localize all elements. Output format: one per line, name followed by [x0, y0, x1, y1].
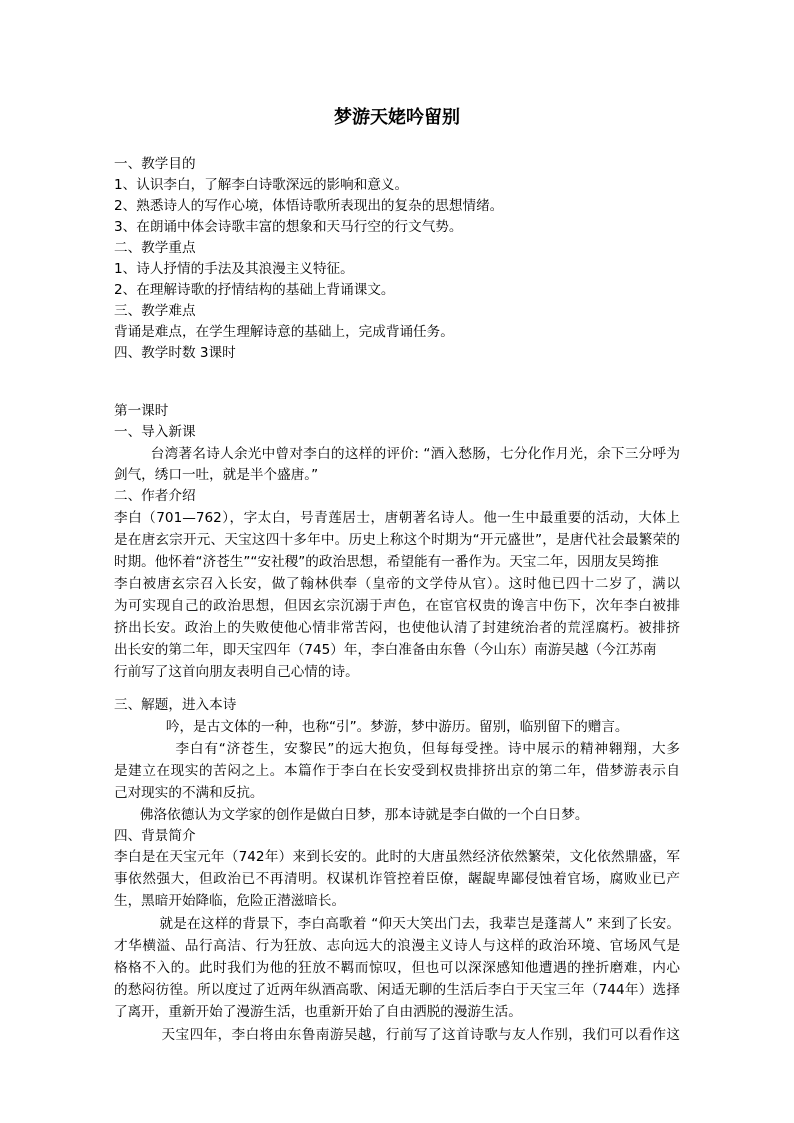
text-line: 李白有“济苍生，安黎民”的远大抱负，但每每受挫。诗中展示的精神翱翔，大多	[114, 741, 680, 757]
text-line: 就是在这样的背景下，李白高歌着 “仰天大笑出门去，我辈岂是蓬蒿人” 来到了长安。	[114, 916, 680, 932]
text-line: 佛洛依德认为文学家的创作是做白日梦，那本诗就是李白做的一个白日梦。	[114, 807, 589, 823]
text-line: 剑气，绣口一吐，就是半个盛唐。”	[114, 467, 319, 483]
text-line: 三、解题，进入本诗	[114, 697, 237, 713]
document-title: 梦游天姥吟留别	[334, 107, 460, 128]
text-line: 背诵是难点，在学生理解诗意的基础上，完成背诵任务。	[114, 324, 454, 340]
text-line: 李白被唐玄宗召入长安，做了翰林供奉（皇帝的文学侍从官）。这时他已四十二岁了，满以	[114, 576, 680, 592]
text-line: 1、认识李白，了解李白诗歌深远的影响和意义。	[114, 177, 409, 193]
text-line: 四、背景简介	[114, 828, 196, 844]
text-line: 是在唐玄宗开元、天宝这四十多年中。历史上称这个时期为“开元盛世”，是唐代社会最繁荣的	[114, 532, 680, 548]
text-line: 才华横溢、品行高洁、行为狂放、志向远大的浪漫主义诗人与这样的政治环境、官场风气是	[114, 938, 680, 954]
text-line: 2、熟悉诗人的写作心境，体悟诗歌所表现出的复杂的思想情绪。	[114, 198, 504, 214]
text-line: 二、作者介绍	[114, 488, 196, 504]
text-line: 是建立在现实的苦闷之上。本篇作于李白在长安受到权贵排挤出京的第二年，借梦游表示自	[114, 763, 680, 779]
text-line: 一、导入新课	[114, 424, 196, 440]
text-line: 吟，是古文体的一种，也称“引”。梦游，梦中游历。留别，临别留下的赠言。	[114, 719, 629, 735]
text-line: 四、教学时数 3课时	[114, 345, 236, 361]
text-line: 台湾著名诗人余光中曾对李白的这样的评价: “酒入愁肠，七分化作月光，余下三分呼为	[114, 446, 680, 462]
text-line: 二、教学重点	[114, 240, 196, 256]
text-line: 了离开，重新开始了漫游生活，也重新开始了自由洒脱的漫游生活。	[114, 1004, 522, 1020]
text-line: 1、诗人抒情的手法及其浪漫主义特征。	[114, 261, 354, 277]
text-line: 生，黑暗开始降临，危险正潜滋暗长。	[114, 893, 346, 909]
text-line: 出长安的第二年，即天宝四年（745）年，李白准备由东鲁（今山东）南游吴越（今江苏南	[114, 642, 657, 658]
text-line: 3、在朗诵中体会诗歌丰富的想象和天马行空的行文气势。	[114, 219, 463, 235]
text-line: 挤出长安。政治上的失败使他心情非常苦闷，也使他认清了封建统治者的荒淫腐朽。被排挤	[114, 620, 680, 636]
text-line: 为可实现自己的政治思想，但因玄宗沉溺于声色，在宦官权贵的谗言中伤下，次年李白被排	[114, 598, 680, 614]
text-line: 李白是在天宝元年（742年）来到长安的。此时的大唐虽然经济依然繁荣，文化依然鼎盛，军	[114, 849, 680, 865]
text-line: 天宝四年，李白将由东鲁南游吴越，行前写了这首诗歌与友人作别，我们可以看作这	[114, 1027, 680, 1043]
text-line: 事依然强大，但政治已不再清明。权谋机诈管控着臣僚，龌龊卑鄙侵蚀着官场，腐败业已产	[114, 871, 680, 887]
text-line: 一、教学目的	[114, 156, 196, 172]
text-line: 时期。他怀着“济苍生”“安社稷”的政治思想，希望能有一番作为。天宝二年，因朋友吴筠推	[114, 554, 659, 570]
text-line: 第一课时	[114, 403, 169, 419]
text-line: 格格不入的。此时我们为他的狂放不羁而惊叹，但也可以深深感知他遭遇的挫折磨难，内心	[114, 960, 680, 976]
text-line: 己对现实的不满和反抗。	[114, 785, 264, 801]
text-line: 2、在理解诗歌的抒情结构的基础上背诵课文。	[114, 282, 395, 298]
text-line: 行前写了这首向朋友表明自己心情的诗。	[114, 664, 359, 680]
text-line: 的愁闷彷徨。所以度过了近两年纵酒高歌、闲适无聊的生活后李白于天宝三年（744年）选择	[114, 982, 680, 998]
text-line: 李白（701—762），字太白，号青莲居士，唐朝著名诗人。他一生中最重要的活动，大体上	[114, 510, 680, 526]
text-line: 三、教学难点	[114, 303, 196, 319]
